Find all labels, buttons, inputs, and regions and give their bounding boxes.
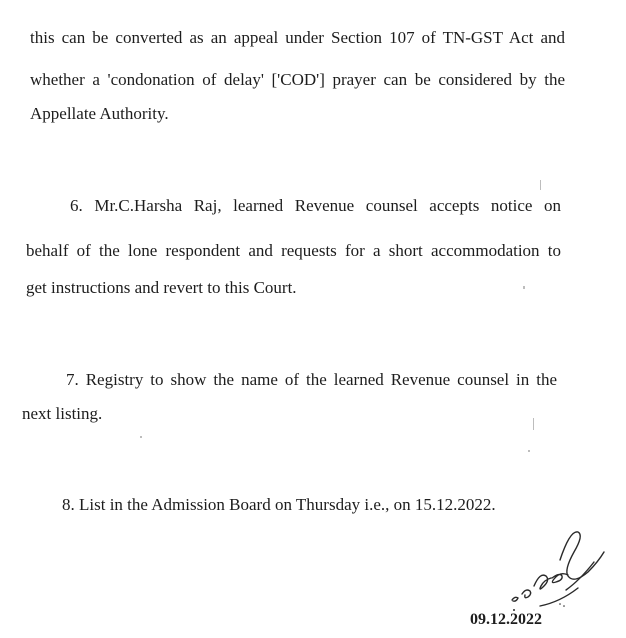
handwritten-signature xyxy=(500,520,615,620)
paragraph-5-line-3: Appellate Authority. xyxy=(30,104,169,123)
paragraph-5-line-2: whether a 'condonation of delay' ['COD'] prayer can be considered by the xyxy=(30,70,565,89)
paragraph-6-line-1: 6. Mr.C.Harsha Raj, learned Revenue counsel accepts notice on xyxy=(70,196,561,215)
paragraph-6-line-3: get instructions and revert to this Court. xyxy=(26,278,297,297)
scan-speck xyxy=(523,286,525,289)
paragraph-7-line-1: 7. Registry to show the name of the learned Revenue counsel in the xyxy=(66,370,557,389)
scan-speck xyxy=(140,436,142,438)
order-date: 09.12.2022 xyxy=(470,611,542,628)
scan-speck xyxy=(528,450,530,452)
paragraph-7-line-2: next listing. xyxy=(22,404,103,423)
scan-speck xyxy=(533,418,534,430)
paragraph-6-line-2: behalf of the lone respondent and requests for a short accommodation to xyxy=(26,241,561,260)
paragraph-8-line-1: 8. List in the Admission Board on Thursday i.e., on 15.12.2022. xyxy=(62,495,496,514)
paragraph-5-line-1: this can be converted as an appeal under Section 107 of TN-GST Act and xyxy=(30,28,565,47)
scan-speck xyxy=(540,180,541,190)
